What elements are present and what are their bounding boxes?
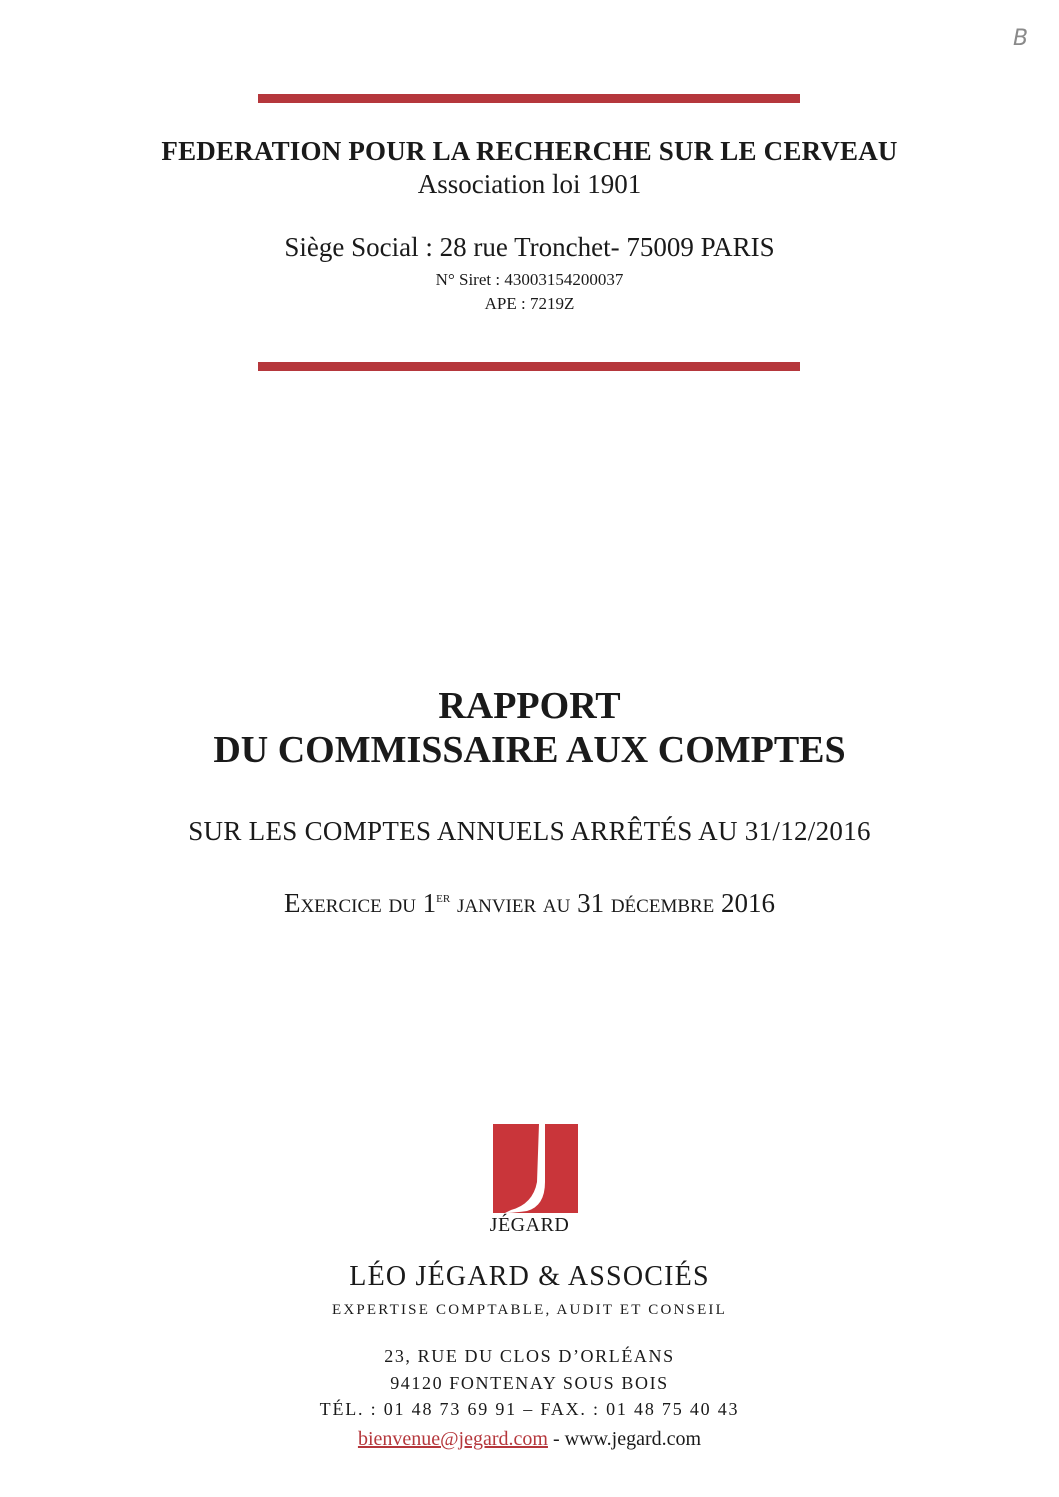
email-link[interactable]: bienvenue@jegard.com bbox=[357, 1428, 548, 1450]
firm-city: 94120 FONTENAY SOUS BOIS bbox=[390, 1373, 669, 1393]
report-period-superscript: er bbox=[436, 890, 451, 906]
handwritten-mark: B bbox=[1013, 26, 1029, 51]
organization-name: FEDERATION POUR LA RECHERCHE SUR LE CERVEAU bbox=[161, 136, 898, 166]
report-period-prefix: Exercice du 1 bbox=[283, 888, 437, 918]
jegard-logo-icon bbox=[493, 1124, 578, 1213]
organization-ape: APE : 7219Z bbox=[484, 294, 575, 313]
website-link[interactable]: www.jegard.com bbox=[564, 1428, 702, 1450]
logo-label: JÉGARD bbox=[489, 1214, 570, 1236]
report-title-line1: RAPPORT bbox=[438, 685, 621, 727]
firm-name: LÉO JÉGARD & ASSOCIÉS bbox=[349, 1261, 710, 1292]
firm-phone: TÉL. : 01 48 73 69 91 – FAX. : 01 48 75 40 43 bbox=[319, 1399, 740, 1419]
report-subtitle: SUR LES COMPTES ANNUELS ARRÊTÉS AU 31/12/2016 bbox=[188, 816, 871, 846]
organization-type: Association loi 1901 bbox=[417, 169, 642, 199]
report-period-suffix: janvier au 31 décembre 2016 bbox=[450, 888, 776, 918]
links-separator: - bbox=[547, 1428, 565, 1450]
organization-address: Siège Social : 28 rue Tronchet- 75009 PARIS bbox=[284, 232, 775, 262]
report-period bbox=[0, 888, 1059, 919]
firm-street: 23, RUE DU CLOS D’ORLÉANS bbox=[384, 1346, 675, 1366]
report-title-line2: DU COMMISSAIRE AUX COMPTES bbox=[213, 729, 846, 771]
organization-siret: N° Siret : 43003154200037 bbox=[435, 270, 624, 289]
firm-tagline: EXPERTISE COMPTABLE, AUDIT ET CONSEIL bbox=[331, 1302, 727, 1318]
top-red-rule bbox=[258, 94, 800, 103]
bottom-red-rule bbox=[258, 362, 800, 371]
firm-contact-links bbox=[0, 1428, 1059, 1451]
